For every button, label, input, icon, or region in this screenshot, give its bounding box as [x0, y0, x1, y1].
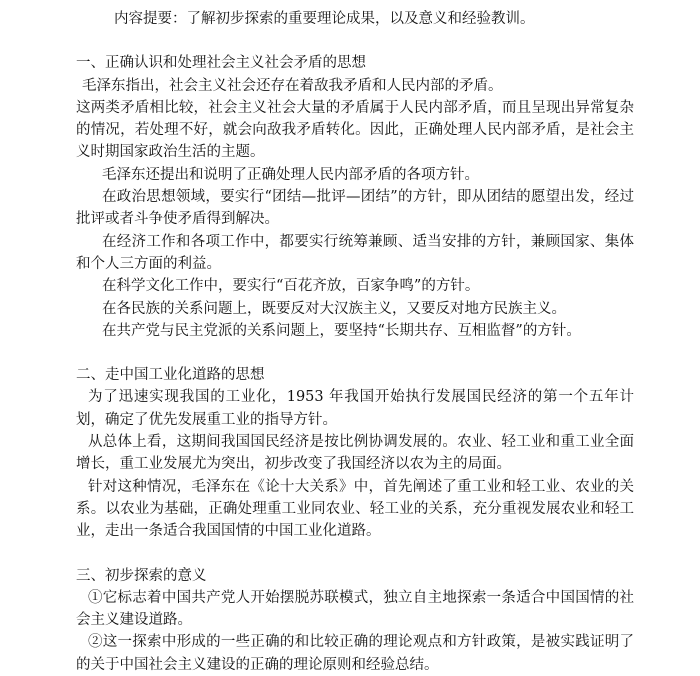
- spacer: [76, 30, 634, 52]
- spacer: [76, 342, 634, 364]
- section-2-paragraph-3: 针对这种情况，毛泽东在《论十大关系》中，首先阐述了重工业和轻工业、农业的关系。以农业为基础，正确处理重工业同农业、轻工业的关系，充分重视发展农业和轻工业，走出一条适合我国国情的中国工业化道路。: [76, 478, 634, 540]
- section-3-paragraph-1: ①它标志着中国共产党人开始摆脱苏联模式，独立自主地探索一条适合中国国情的社会主义建设道路。: [76, 589, 634, 629]
- section-1-paragraph-4: 在政治思想领域，要实行“团结—批评—团结”的方针，即从团结的愿望出发，经过批评或者斗争使矛盾得到解决。: [76, 189, 634, 228]
- section-1-paragraph-2: 这两类矛盾相比较，社会主义社会大量的矛盾属于人民内部矛盾，而且呈现出异常复杂的情况，若处理不好，就会向敌我矛盾转化。因此，正确处理人民内部矛盾，是社会主义时期国家政治生活的主题。: [76, 99, 634, 161]
- section-3-heading: 三、初步探索的意义: [76, 567, 207, 584]
- section-1-paragraph-7: 在各民族的关系问题上，既要反对大汉族主义，又要反对地方民族主义。: [102, 300, 566, 317]
- section-3-paragraph-2: ②这一探索中形成的一些正确的和比较正确的理论观点和方针政策，是被实践证明了的关于中国社会主义建设的正确的理论原则和经验总结。: [76, 634, 634, 673]
- section-2-paragraph-1: 为了迅速实现我国的工业化，1953 年我国开始执行发展国民经济的第一个五年计划，确定了优先发展重工业的指导方针。: [76, 389, 634, 428]
- section-1-heading: 一、正确认识和处理社会主义社会矛盾的思想: [76, 55, 366, 72]
- section-1-paragraph-8: 在共产党与民主党派的关系问题上，要坚持“长期共存、互相监督”的方针。: [102, 322, 581, 339]
- section-2-paragraph-2: 从总体上看，这期间我国国民经济是按比例协调发展的。农业、轻工业和重工业全面增长，重工业发展尤为突出，初步改变了我国经济以农为主的局面。: [76, 434, 634, 473]
- content-summary: 内容提要：了解初步探索的重要理论成果，以及意义和经验教训。: [114, 11, 535, 27]
- section-1-paragraph-5: 在经济工作和各项工作中，都要实行统筹兼顾、适当安排的方针，兼顾国家、集体和个人三方面的利益。: [76, 233, 634, 272]
- section-2-heading: 二、走中国工业化道路的思想: [76, 367, 265, 384]
- spacer: [76, 543, 634, 565]
- section-1-paragraph-1: 毛泽东指出，社会主义社会还存在着敌我矛盾和人民内部的矛盾。: [82, 77, 503, 94]
- section-1-paragraph-6: 在科学文化工作中，要实行“百花齐放，百家争鸣”的方针。: [102, 278, 480, 295]
- section-1-paragraph-3: 毛泽东还提出和说明了正确处理人民内部矛盾的各项方针。: [102, 166, 479, 183]
